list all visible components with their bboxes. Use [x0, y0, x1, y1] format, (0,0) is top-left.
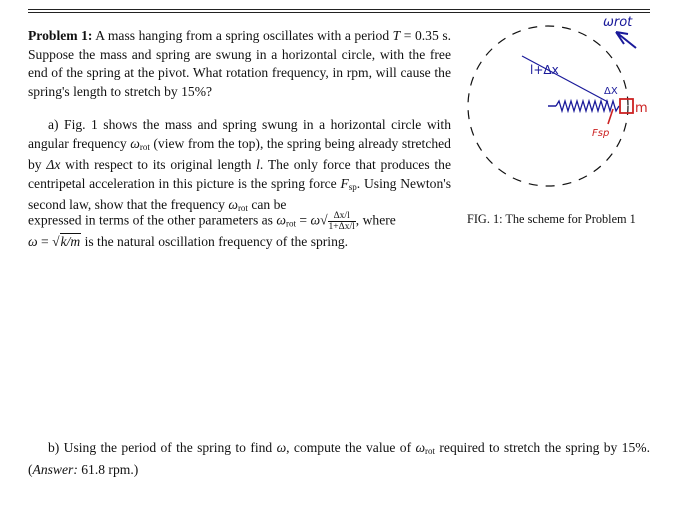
top-rule: [28, 9, 650, 10]
omega-rot-label: ωrot: [603, 15, 633, 30]
rotation-arrow: [616, 32, 636, 48]
top-rule-secondary: [28, 12, 650, 13]
part-a-text: a) Fig. 1 shows the mass and spring swung in a horizontal circle with angular frequency $\omega_{rot}$ (view from the top), the spring being already stretched by Δx with respect to its original length l. The only force that produces the centripetal acceleration in this picture is the spring force $F_{sp}$. Using Newton's second law, show that the frequency $\omega_{rot}$ can be: [28, 117, 451, 214]
part-b-text: b) Using the period of the spring to find ω, compute the value of $\omega_{rot}$ required to stretch the spring by 15%. (Answer: 61.8 rpm.): [28, 440, 651, 477]
force-label: Fsp: [592, 128, 610, 139]
problem-label: Problem 1:: [28, 28, 93, 43]
length-label: l+Δx: [530, 63, 559, 77]
mass-block: [620, 99, 633, 113]
part-a-equation: expressed in terms of the other parameters as $\omega_{rot} = \omega√$ $\frac{\Delta x/l}{1+\Delta x/l}$ , where ω = √k/m is the natural oscillation frequency of the spring.: [28, 211, 396, 250]
dx-label: ΔX: [604, 86, 618, 97]
fraction: $\frac{\Delta x/l}{1+\Delta x/l}$: [328, 211, 355, 232]
figure-spring-circle: [458, 14, 658, 204]
spring-coil: [556, 101, 619, 111]
mass-label: m: [635, 101, 648, 116]
figure-caption: FIG. 1: The scheme for Problem 1: [467, 212, 636, 226]
problem-statement: Problem 1: A mass hanging from a spring oscillates with a period T = 0.35 s. Suppose the mass and spring are swung in a horizontal circle, with the free end of the spring at the pivot. What rotation frequency, in rpm, will cause the spring's length to stretch by 15%?: [28, 28, 452, 99]
